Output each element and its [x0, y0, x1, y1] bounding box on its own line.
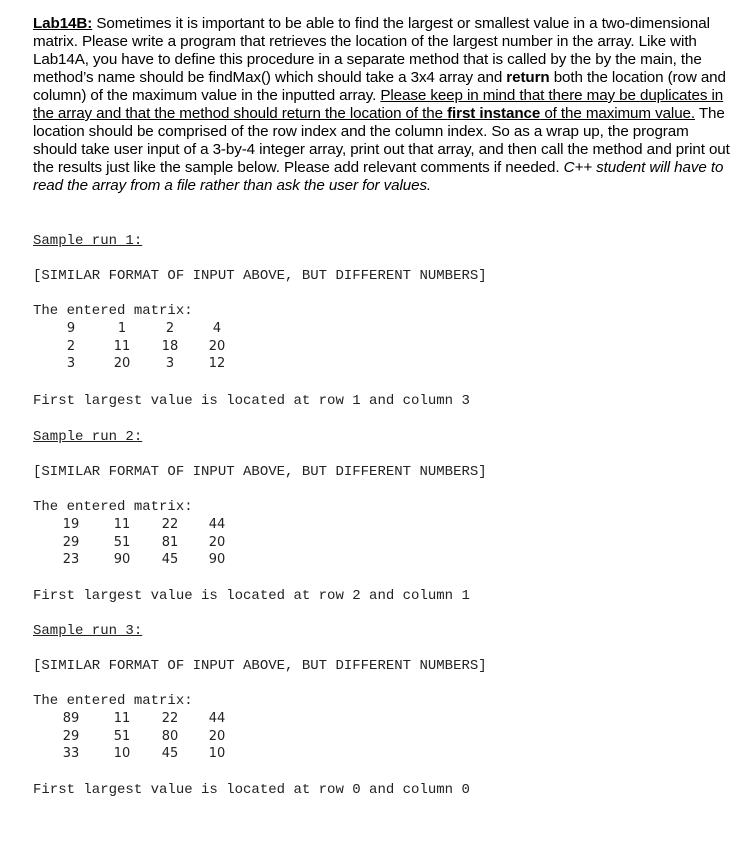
matrix-cell: 19	[62, 517, 80, 532]
matrix-cell: 44	[208, 711, 226, 726]
matrix-cell: 11	[113, 711, 131, 726]
sample-run-2-title: Sample run 2:	[33, 429, 143, 445]
matrix-cell: 20	[208, 728, 226, 744]
matrix-cell: 45	[161, 552, 179, 567]
matrix-cell: 10	[208, 746, 226, 761]
matrix-cell: 4	[212, 321, 222, 336]
matrix-cell: 23	[62, 552, 80, 567]
matrix-cell: 22	[161, 711, 179, 726]
description-text-3: The location should be comprised of the row index and the column index. So as a wrap up, the program should take user input of a 3-by-4 integer array, print out that array, and then call the method and print out the results just like the sample below. Please add relevant comments if needed.	[33, 105, 730, 176]
matrix-cell: 89	[62, 711, 80, 726]
duplicates-note-text: Please keep in mind that there may be duplicates in the array and that the method should return the location of the	[33, 87, 724, 122]
matrix-cell: 2	[165, 321, 175, 336]
matrix-cell: 81	[161, 534, 179, 550]
sample-run-1-title: Sample run 1:	[33, 233, 143, 249]
matrix-cell: 90	[208, 552, 226, 567]
sample-run-3-title: Sample run 3:	[33, 623, 143, 639]
matrix-cell: 45	[161, 746, 179, 761]
matrix-cell: 22	[161, 517, 179, 532]
sample-run-3-result: First largest value is located at row 0 and column 0	[33, 782, 470, 798]
return-keyword: return	[506, 69, 550, 86]
matrix-cell: 18	[161, 338, 179, 354]
matrix-cell: 33	[62, 746, 80, 761]
matrix-cell: 11	[113, 517, 131, 532]
description-text-2: both the location (row and column) of the maximum value in the inputted array.	[33, 69, 726, 104]
matrix-cell: 44	[208, 517, 226, 532]
matrix-cell: 12	[208, 356, 226, 371]
cpp-note: C++ student will have to read the array from a file rather than ask the user for values.	[33, 159, 724, 194]
matrix-cell: 51	[113, 534, 131, 550]
description-text-1: Sometimes it is important to be able to find the largest or smallest value in a two-dimensional matrix. Please write a program that retrieves the location of the largest number in the array. Like with Lab14A, you have to define this procedure in a separate method that is called by the by the main, the method’s name should be findMax() which should take a 3x4 array and	[33, 15, 710, 86]
assignment-description	[33, 15, 733, 195]
matrix-cell: 10	[113, 746, 131, 761]
matrix-cell: 20	[113, 356, 131, 371]
duplicates-note-end: of the maximum value.	[540, 105, 696, 122]
matrix-cell: 80	[161, 728, 179, 744]
matrix-cell: 29	[62, 534, 80, 550]
matrix-cell: 3	[66, 356, 76, 371]
first-instance-text: first instance	[447, 105, 541, 122]
sample-run-3-matrix-label: The entered matrix:	[33, 693, 193, 709]
matrix-cell: 11	[113, 338, 131, 354]
matrix-cell: 1	[117, 321, 127, 336]
matrix-cell: 20	[208, 338, 226, 354]
sample-run-2-placeholder: [SIMILAR FORMAT OF INPUT ABOVE, BUT DIFFERENT NUMBERS]	[33, 464, 487, 480]
sample-run-2-result: First largest value is located at row 2 and column 1	[33, 588, 470, 604]
sample-run-1-placeholder: [SIMILAR FORMAT OF INPUT ABOVE, BUT DIFFERENT NUMBERS]	[33, 268, 487, 284]
lab-label: Lab14B:	[33, 15, 93, 32]
matrix-cell: 2	[66, 338, 76, 354]
matrix-cell: 3	[165, 356, 175, 371]
matrix-cell: 20	[208, 534, 226, 550]
matrix-cell: 9	[66, 321, 76, 336]
sample-run-2-matrix-label: The entered matrix:	[33, 499, 193, 515]
sample-run-3-placeholder: [SIMILAR FORMAT OF INPUT ABOVE, BUT DIFFERENT NUMBERS]	[33, 658, 487, 674]
sample-run-1-result: First largest value is located at row 1 and column 3	[33, 393, 470, 409]
sample-run-1-matrix-label: The entered matrix:	[33, 303, 193, 319]
matrix-cell: 90	[113, 552, 131, 567]
matrix-cell: 29	[62, 728, 80, 744]
matrix-cell: 51	[113, 728, 131, 744]
